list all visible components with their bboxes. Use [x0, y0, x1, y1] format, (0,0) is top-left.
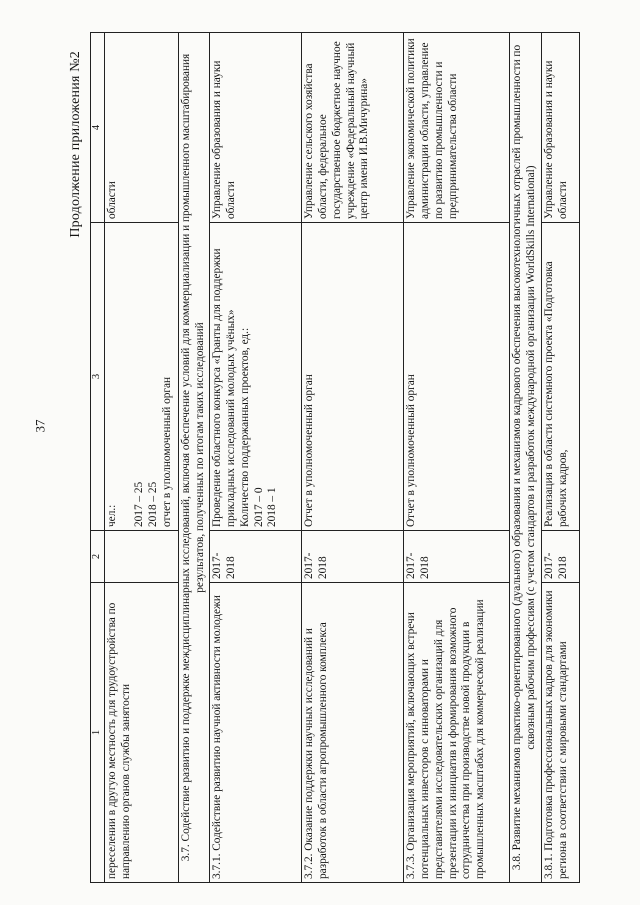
column-number-row	[91, 33, 105, 883]
responsible-cell: Управление образования и науки области	[210, 33, 302, 223]
result-cell: Отчет в уполномоченный орган	[404, 223, 510, 531]
section-heading-3-7: 3.7. Содействие развитию и поддержке междисциплинарных исследований, включая обеспечение условий для коммерциализации и промышленного масштабирования результатов, полученных по итогам таких исследований	[178, 33, 210, 883]
measure-cell: 3.7.3. Организация мероприятий, включающих встречи потенциальных инвесторов с инноваторами и представителями исследовательских организаций для презентации их инициатив и формирования возможного сотрудничества при производстве новой продукции в промышленных масштабах для коммерческой реализации	[404, 583, 510, 883]
column-number: 4	[91, 33, 105, 223]
table-row	[104, 33, 178, 883]
page-number: 37	[32, 419, 48, 433]
appendix-heading: Продолжение приложения №2	[68, 51, 83, 238]
responsible-cell: Управление образования и науки области	[541, 33, 579, 223]
period-cell: 2017-2018	[302, 531, 404, 583]
section-row	[510, 33, 542, 883]
measure-cell: 3.7.1. Содействие развитию научной активности молодежи	[210, 583, 302, 883]
column-number: 1	[91, 583, 105, 883]
period-cell: 2017-2018	[404, 531, 510, 583]
table-row	[404, 33, 510, 883]
measure-cell: переселении в другую местность для трудоустройства по направлению органов службы занятости	[104, 583, 178, 883]
column-number: 3	[91, 223, 105, 531]
section-heading-3-8: 3.8. Развитие механизмов практико-ориентированного (дуального) образования и механизмов кадрового обеспечения высокотехнологичных отраслей промышленности по сквозным рабочим профессиям (с учетом стандартов и разработок международной организации WorldSkills International)	[510, 33, 542, 883]
plan-table	[90, 32, 580, 883]
section-row	[178, 33, 210, 883]
table-row	[302, 33, 404, 883]
table-row	[210, 33, 302, 883]
result-cell: чел.: 2017 – 25 2018 – 25 отчет в уполномоченный орган	[104, 223, 178, 531]
table-row	[541, 33, 579, 883]
measure-cell: 3.7.2. Оказание поддержки научных исследований и разработок в области агропромышленного комплекса	[302, 583, 404, 883]
responsible-cell: Управление экономической политики администрации области, управление по развитию промышленности и предпринимательства области	[404, 33, 510, 223]
responsible-cell: области	[104, 33, 178, 223]
period-cell: 2017-2018	[210, 531, 302, 583]
measure-cell: 3.8.1. Подготовка профессиональных кадров для экономики региона в соответствии с мировыми стандартами	[541, 583, 579, 883]
result-cell: Отчет в уполномоченный орган	[302, 223, 404, 531]
result-cell: Реализация в области системного проекта «Подготовка рабочих кадров,	[541, 223, 579, 531]
result-cell: Проведение областного конкурса «Гранты для поддержки прикладных исследований молодых учёных» Количество поддержанных проектов, ед.: 2017 – 0 2018 – 1	[210, 223, 302, 531]
period-cell	[104, 531, 178, 583]
period-cell: 2017-2018	[541, 531, 579, 583]
responsible-cell: Управление сельского хозяйства области, федеральное государственное бюджетное научное учреждение «Федеральный научный центр имени И.В.Мичурина»	[302, 33, 404, 223]
rotated-page	[62, 33, 622, 883]
column-number: 2	[91, 531, 105, 583]
